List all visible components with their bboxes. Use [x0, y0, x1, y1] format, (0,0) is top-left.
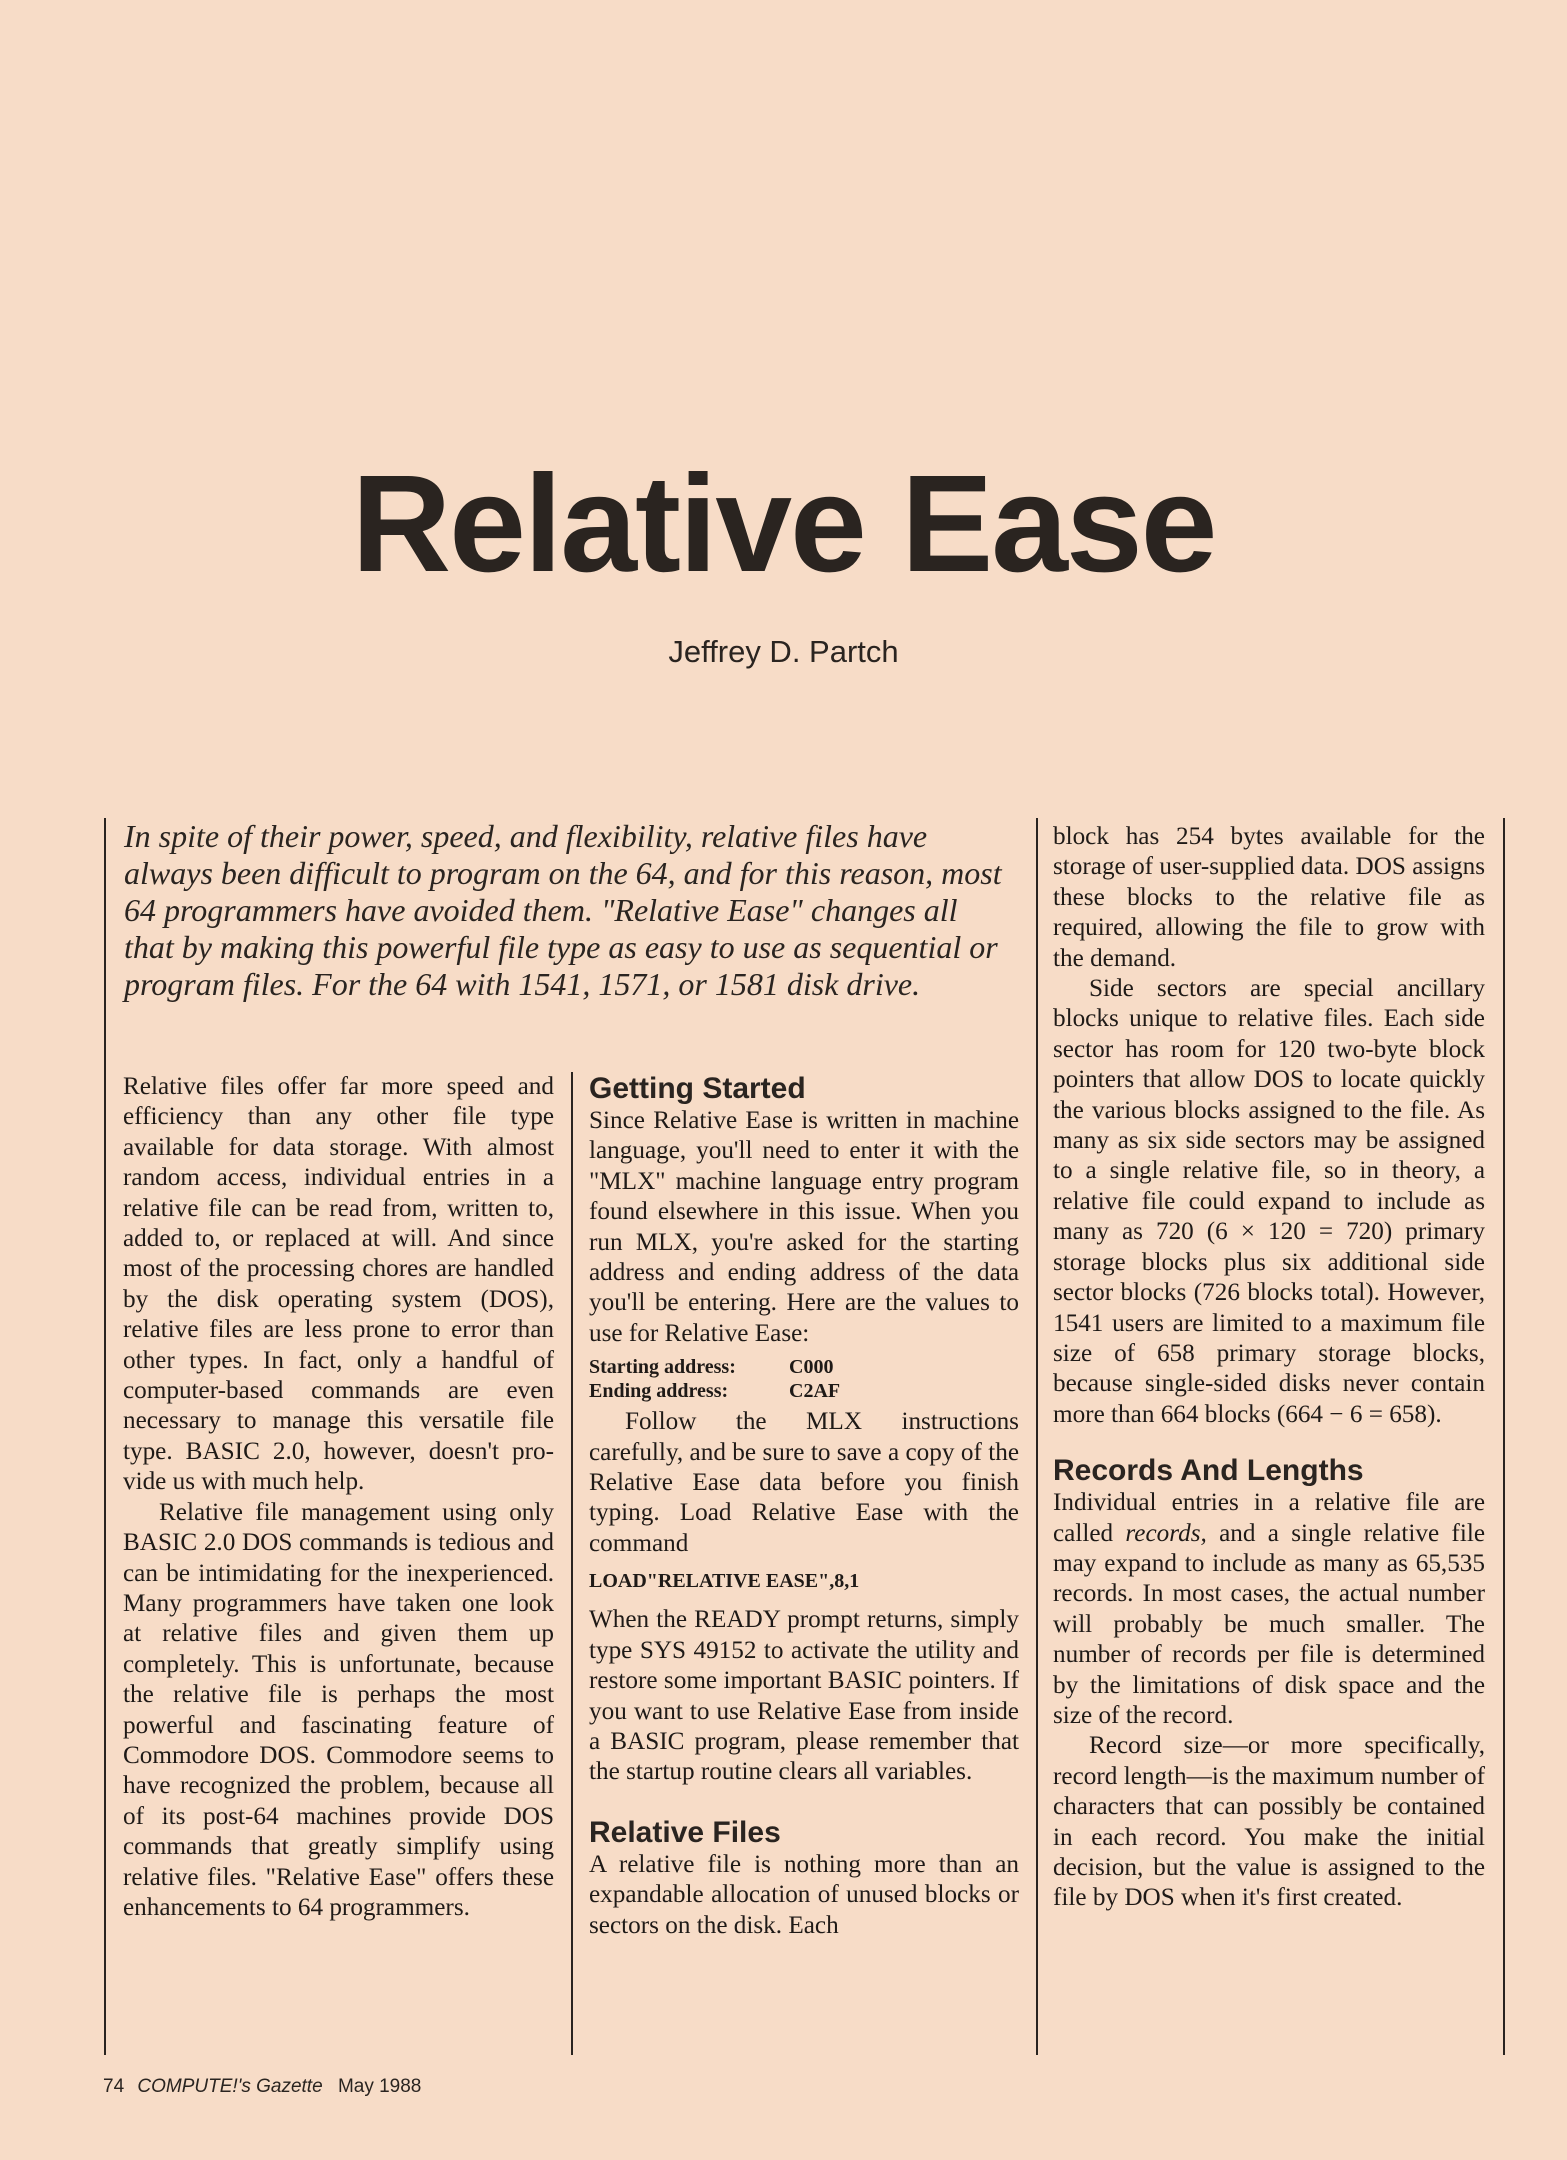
load-command: LOAD"RELATIVE EASE",8,1 — [589, 1570, 860, 1593]
column-rule-1 — [571, 1072, 573, 2055]
intro-blurb — [124, 818, 1004, 1003]
col3-paragraph-3 — [1053, 1488, 1485, 1731]
column-1 — [123, 1072, 554, 1923]
column-rule-2 — [1036, 818, 1038, 2055]
heading-getting-started: Getting Started — [589, 1072, 806, 1105]
col1-paragraph-2: Relative file management using only BASIC 2.0 DOS commands is tedious and can be intimidating for the inexperienced. Many programmers have taken one look at relative files and given them up completely. This is unfortunate, because the relative file is perhaps the most powerful and fascinating feature of Commodore DOS. Commodore seems to have recognized the problem, because all of its post-64 machines provide DOS commands that greatly simplify using relative files. "Relative Ease" offers these enhancements to 64 programmers. — [123, 1498, 554, 1921]
right-margin-rule — [1503, 818, 1505, 2055]
magazine-name: COMPUTE!'s Gazette — [137, 2076, 323, 2097]
column-2 — [589, 1072, 1019, 1941]
issue-date: May 1988 — [337, 2076, 422, 2097]
end-address-label: Ending address: — [589, 1380, 729, 1403]
author-byline: Jeffrey D. Partch — [668, 634, 899, 669]
column-3 — [1053, 822, 1485, 1914]
address-block — [589, 1355, 1019, 1403]
heading-relative-files: Relative Files — [589, 1815, 781, 1849]
col2-paragraph-1: Since Relative Ease is written in machine language, you'll need to enter it with the "MLX" machine language entry program found elsewhere in this issue. When you run MLX, you're asked for the starting address and ending address of the data you'll be entering. Here are the values to use for Relative Ease: — [589, 1107, 1019, 1347]
left-margin-rule — [104, 818, 106, 2055]
col2-paragraph-3: When the READY prompt returns, simply type SYS 49152 to activate the utility and restore some important BASIC pointers. If you want to use Relative Ease from inside a BASIC program, please remember that the startup routine clears all variables. — [589, 1606, 1019, 1786]
end-address-value: C2AF — [789, 1380, 841, 1403]
start-address-value: C000 — [789, 1356, 834, 1379]
col1-paragraph-1: Relative files offer far more speed and efficiency than any other file type available for data storage. With almost random access, individual entries in a relative file can be read from, written to, added to, or replaced at will. And since most of the processing chores are handled by the disk operating system (DOS), relative files are less prone to error than other types. In fact, only a handful of computer-based commands are even necessary to manage this versatile file type. BASIC 2.0, however, doesn't provide us with much help. — [123, 1073, 554, 1496]
col3-paragraph-1: block has 254 bytes available for the storage of user-supplied data. DOS assigns these blocks to the relative file as required, allowing the file to grow with the demand. — [1053, 823, 1485, 972]
col3-p3-start: Individual entries in a relative file are called — [1053, 1489, 1485, 1547]
col3-paragraph-2: Side sectors are special ancillary blocks unique to relative files. Each side sector has room for 120 two-byte block pointers that allow DOS to locate quickly the various blocks assigned to the file. As many as six side sectors may be assigned to a single relative file, so in theory, a relative file could expand to include as many as 720 (6 × 120 = 720) primary storage blocks plus six additional side sector blocks (726 blocks total). However, 1541 users are limited to a maximum file size of 658 primary storage blocks, because single-sided disks never contain more than 664 blocks (664 − 6 = 658). — [1053, 975, 1485, 1428]
col3-p3-end: and a single relative file may expand to include as many as 65,535 records. In most cases, the actual number will probably be much smaller. The number of records per file is determined by the limitations of disk space and the size of the record. — [1053, 1519, 1485, 1729]
heading-records-and-lengths: Records And Lengths — [1053, 1454, 1364, 1488]
start-address-label: Starting address: — [589, 1356, 736, 1379]
col3-p3-emphasis: records, — [1125, 1519, 1207, 1547]
col2-paragraph-2: Follow the MLX instructions carefully, and be sure to save a copy of the Relative Ease data before you finish typing. Load Relative Ease with the command — [589, 1408, 1019, 1557]
article-title: Relative Ease — [351, 447, 1216, 601]
intro-text: In spite of their power, speed, and flexibility, relative files have always been difficult to program on the 64, and for this reason, most 64 programmers have avoided them. "Relative Ease" changes all that by making this powerful file type as easy to use as sequential or program files. For the 64 with 1541, 1571, or 1581 disk drive. — [124, 818, 1002, 1002]
col2-paragraph-4: A relative file is nothing more than an expandable allocation of unused blocks or sectors on the disk. Each — [589, 1850, 1019, 1939]
page-number: 74 — [103, 2076, 125, 2097]
page-footer — [103, 2076, 421, 2098]
col3-paragraph-4: Record size—or more specifically, record length—is the maximum number of characters that can possibly be contained in each record. You make the initial decision, but the value is assigned to the file by DOS when it's first created. — [1053, 1732, 1485, 1912]
